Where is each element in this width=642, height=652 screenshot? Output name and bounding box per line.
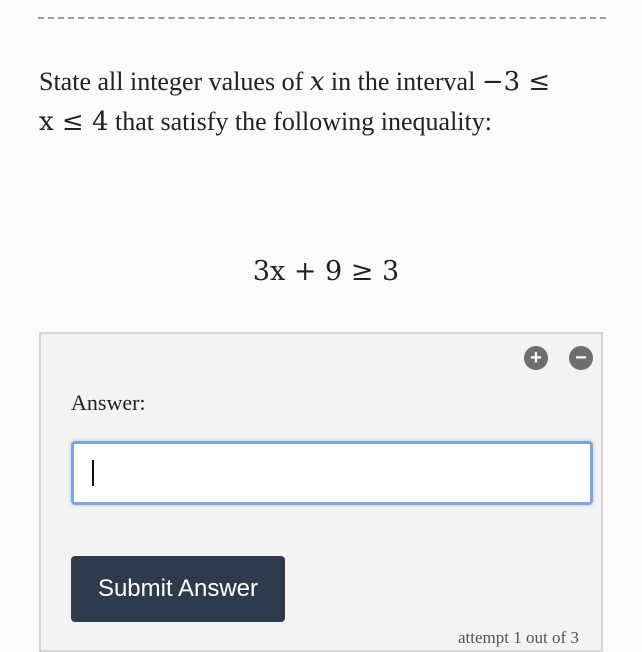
question-variable: x [309, 67, 325, 97]
answer-panel [39, 332, 603, 652]
dashed-divider [38, 17, 606, 19]
question-part-1: State all integer values of [39, 67, 310, 96]
text-caret [92, 460, 94, 486]
question-interval: −3 ≤ x ≤ 4 [39, 67, 559, 137]
question-part-2: in the interval [324, 67, 482, 96]
attempt-counter: attempt 1 out of 3 [458, 628, 579, 647]
answer-label: Answer: [71, 390, 146, 415]
inequality-equation: 3x + 9 ≥ 3 [252, 256, 400, 287]
plus-circle-icon[interactable]: + [524, 346, 548, 370]
question-part-3: that satisfy the following inequality: [108, 107, 492, 136]
minus-circle-icon[interactable]: − [569, 346, 593, 370]
submit-answer-button[interactable]: Submit Answer [71, 556, 285, 622]
question-text [39, 62, 559, 142]
answer-input[interactable] [71, 441, 593, 505]
